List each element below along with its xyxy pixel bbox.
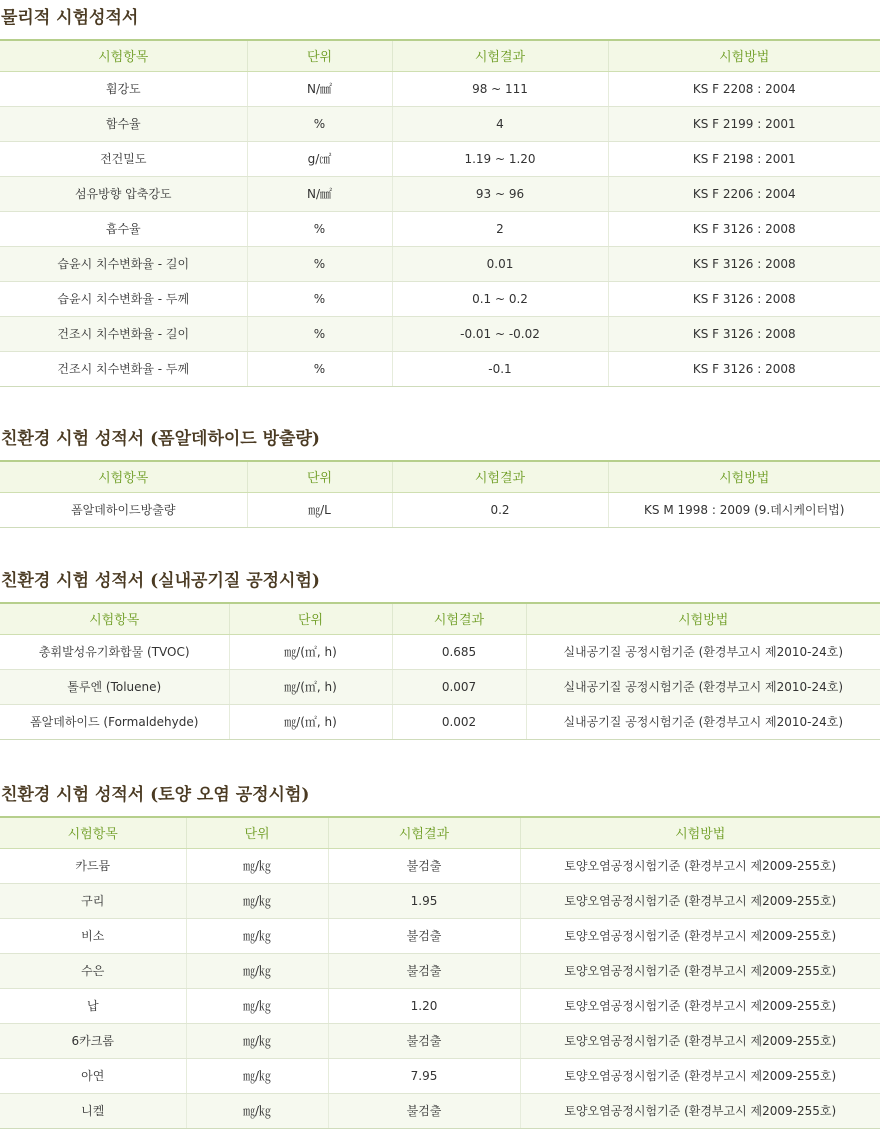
cell-test-item: 섬유방향 압축강도	[0, 176, 247, 211]
cell-unit: ㎎/㎏	[186, 883, 328, 918]
soil-section-title: 친환경 시험 성적서 (토양 오염 공정시험)	[1, 785, 310, 805]
cell-result: 불검출	[328, 918, 520, 953]
cell-result: 0.685	[392, 634, 526, 669]
cell-result: 0.007	[392, 669, 526, 704]
header-result: 시험결과	[328, 817, 520, 848]
table-row	[0, 316, 880, 351]
cell-method: KS F 3126 : 2008	[608, 211, 880, 246]
cell-method: KS F 3126 : 2008	[608, 316, 880, 351]
cell-test-item: 톨루엔 (Toluene)	[0, 669, 229, 704]
cell-method: 토양오염공정시험기준 (환경부고시 제2009-255호)	[520, 953, 880, 988]
table-header-row	[0, 40, 880, 71]
cell-result: 4	[392, 106, 608, 141]
cell-unit: %	[247, 106, 392, 141]
cell-method: 토양오염공정시험기준 (환경부고시 제2009-255호)	[520, 883, 880, 918]
cell-test-item: 전건밀도	[0, 141, 247, 176]
cell-unit: %	[247, 351, 392, 386]
cell-test-item: 수은	[0, 953, 186, 988]
soil-table	[0, 816, 880, 1129]
header-test-item: 시험항목	[0, 40, 247, 71]
table-row	[0, 351, 880, 386]
cell-unit: ㎎/㎏	[186, 953, 328, 988]
cell-test-item: 폼알데하이드 (Formaldehyde)	[0, 704, 229, 739]
cell-unit: ㎎/(㎡, h)	[229, 704, 392, 739]
cell-result: 93 ~ 96	[392, 176, 608, 211]
cell-result: 불검출	[328, 1023, 520, 1058]
table-row	[0, 848, 880, 883]
cell-test-item: 납	[0, 988, 186, 1023]
table-row	[0, 988, 880, 1023]
cell-test-item: 함수율	[0, 106, 247, 141]
formaldehyde-table	[0, 460, 880, 528]
table-row	[0, 492, 880, 527]
cell-result: -0.1	[392, 351, 608, 386]
table-row	[0, 1058, 880, 1093]
indoor-air-section-title: 친환경 시험 성적서 (실내공기질 공정시험)	[1, 571, 320, 591]
cell-test-item: 구리	[0, 883, 186, 918]
indoor-air-table	[0, 602, 880, 740]
table-header-row	[0, 461, 880, 492]
physical-table	[0, 39, 880, 387]
header-test-item: 시험항목	[0, 461, 247, 492]
cell-test-item: 6카크롬	[0, 1023, 186, 1058]
header-test-item: 시험항목	[0, 817, 186, 848]
cell-unit: ㎎/㎏	[186, 848, 328, 883]
header-result: 시험결과	[392, 603, 526, 634]
table-row	[0, 1023, 880, 1058]
cell-result: 1.20	[328, 988, 520, 1023]
cell-test-item: 습윤시 치수변화율 - 길이	[0, 246, 247, 281]
table-header-row	[0, 603, 880, 634]
cell-method: KS F 2206 : 2004	[608, 176, 880, 211]
header-result: 시험결과	[392, 461, 608, 492]
cell-result: 0.01	[392, 246, 608, 281]
formaldehyde-section	[0, 421, 880, 528]
cell-unit: %	[247, 281, 392, 316]
table-row	[0, 246, 880, 281]
cell-result: -0.01 ~ -0.02	[392, 316, 608, 351]
table-row	[0, 953, 880, 988]
cell-result: 7.95	[328, 1058, 520, 1093]
table-row	[0, 141, 880, 176]
cell-result: 불검출	[328, 953, 520, 988]
table-row	[0, 883, 880, 918]
indoor-air-section	[0, 563, 880, 740]
cell-result: 1.19 ~ 1.20	[392, 141, 608, 176]
cell-method: KS F 2199 : 2001	[608, 106, 880, 141]
cell-test-item: 건조시 치수변화율 - 두께	[0, 351, 247, 386]
cell-method: 토양오염공정시험기준 (환경부고시 제2009-255호)	[520, 1093, 880, 1128]
header-method: 시험방법	[608, 40, 880, 71]
cell-result: 0.1 ~ 0.2	[392, 281, 608, 316]
cell-test-item: 건조시 치수변화율 - 길이	[0, 316, 247, 351]
cell-unit: N/㎟	[247, 71, 392, 106]
cell-method: 토양오염공정시험기준 (환경부고시 제2009-255호)	[520, 988, 880, 1023]
cell-test-item: 폼알데하이드방출량	[0, 492, 247, 527]
table-row	[0, 1093, 880, 1128]
cell-method: KS F 3126 : 2008	[608, 246, 880, 281]
cell-unit: ㎎/㎏	[186, 918, 328, 953]
cell-method: KS F 3126 : 2008	[608, 281, 880, 316]
table-header-row	[0, 817, 880, 848]
cell-method: KS M 1998 : 2009 (9.데시케이터법)	[608, 492, 880, 527]
header-method: 시험방법	[520, 817, 880, 848]
cell-method: KS F 2198 : 2001	[608, 141, 880, 176]
table-row	[0, 106, 880, 141]
cell-unit: N/㎟	[247, 176, 392, 211]
cell-unit: ㎎/(㎡, h)	[229, 669, 392, 704]
cell-result: 98 ~ 111	[392, 71, 608, 106]
cell-method: 토양오염공정시험기준 (환경부고시 제2009-255호)	[520, 848, 880, 883]
cell-method: KS F 2208 : 2004	[608, 71, 880, 106]
table-row	[0, 211, 880, 246]
table-row	[0, 669, 880, 704]
cell-test-item: 흡수율	[0, 211, 247, 246]
cell-result: 2	[392, 211, 608, 246]
cell-test-item: 총휘발성유기화합물 (TVOC)	[0, 634, 229, 669]
cell-test-item: 니켈	[0, 1093, 186, 1128]
header-test-item: 시험항목	[0, 603, 229, 634]
table-row	[0, 704, 880, 739]
cell-unit: ㎎/㎏	[186, 1023, 328, 1058]
cell-method: 실내공기질 공정시험기준 (환경부고시 제2010-24호)	[526, 704, 880, 739]
cell-test-item: 습윤시 치수변화율 - 두께	[0, 281, 247, 316]
header-unit: 단위	[186, 817, 328, 848]
formaldehyde-section-title: 친환경 시험 성적서 (폼알데하이드 방출량)	[1, 429, 320, 449]
header-unit: 단위	[247, 40, 392, 71]
table-row	[0, 918, 880, 953]
physical-section-title: 물리적 시험성적서	[1, 8, 139, 28]
cell-method: 토양오염공정시험기준 (환경부고시 제2009-255호)	[520, 918, 880, 953]
cell-method: KS F 3126 : 2008	[608, 351, 880, 386]
cell-result: 0.2	[392, 492, 608, 527]
cell-unit: ㎎/L	[247, 492, 392, 527]
header-method: 시험방법	[526, 603, 880, 634]
table-row	[0, 634, 880, 669]
header-method: 시험방법	[608, 461, 880, 492]
physical-section	[0, 0, 880, 387]
header-result: 시험결과	[392, 40, 608, 71]
cell-unit: ㎎/(㎡, h)	[229, 634, 392, 669]
cell-result: 불검출	[328, 848, 520, 883]
cell-method: 실내공기질 공정시험기준 (환경부고시 제2010-24호)	[526, 669, 880, 704]
cell-test-item: 휨강도	[0, 71, 247, 106]
cell-unit: %	[247, 211, 392, 246]
cell-method: 실내공기질 공정시험기준 (환경부고시 제2010-24호)	[526, 634, 880, 669]
cell-test-item: 카드뮴	[0, 848, 186, 883]
table-row	[0, 281, 880, 316]
cell-unit: ㎎/㎏	[186, 1093, 328, 1128]
cell-result: 0.002	[392, 704, 526, 739]
table-row	[0, 176, 880, 211]
cell-unit: %	[247, 246, 392, 281]
cell-method: 토양오염공정시험기준 (환경부고시 제2009-255호)	[520, 1023, 880, 1058]
cell-unit: ㎎/㎏	[186, 1058, 328, 1093]
header-unit: 단위	[229, 603, 392, 634]
cell-result: 1.95	[328, 883, 520, 918]
header-unit: 단위	[247, 461, 392, 492]
cell-unit: g/㎠	[247, 141, 392, 176]
cell-result: 불검출	[328, 1093, 520, 1128]
cell-test-item: 비소	[0, 918, 186, 953]
cell-test-item: 아연	[0, 1058, 186, 1093]
cell-unit: ㎎/㎏	[186, 988, 328, 1023]
table-row	[0, 71, 880, 106]
soil-section	[0, 777, 880, 1129]
cell-unit: %	[247, 316, 392, 351]
cell-method: 토양오염공정시험기준 (환경부고시 제2009-255호)	[520, 1058, 880, 1093]
